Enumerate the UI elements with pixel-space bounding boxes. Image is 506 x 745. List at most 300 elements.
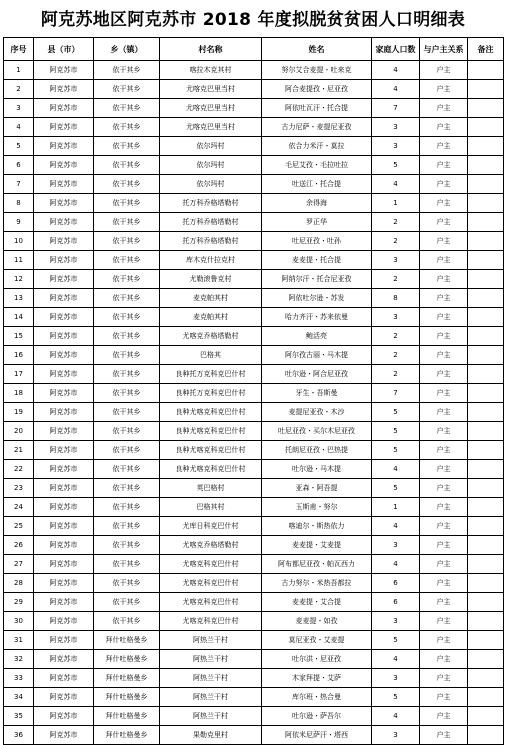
cell-village: 尤勒滚鲁克村 bbox=[160, 270, 262, 289]
cell-serial: 5 bbox=[4, 137, 34, 156]
cell-village: 尤喀克巴里当村 bbox=[160, 118, 262, 137]
cell-name: 吐尔逊・马木提 bbox=[262, 460, 372, 479]
cell-family-size: 8 bbox=[372, 289, 420, 308]
cell-serial: 19 bbox=[4, 403, 34, 422]
cell-note bbox=[468, 80, 504, 99]
cell-relation: 户主 bbox=[420, 156, 468, 175]
cell-relation: 户主 bbox=[420, 213, 468, 232]
cell-serial: 12 bbox=[4, 270, 34, 289]
cell-note bbox=[468, 650, 504, 669]
cell-town: 依干其乡 bbox=[94, 403, 160, 422]
cell-town: 依干其乡 bbox=[94, 555, 160, 574]
cell-town: 依干其乡 bbox=[94, 80, 160, 99]
column-header-serial: 序号 bbox=[4, 38, 34, 61]
cell-county: 阿克苏市 bbox=[34, 669, 94, 688]
cell-town: 依干其乡 bbox=[94, 232, 160, 251]
cell-note bbox=[468, 669, 504, 688]
cell-name: 阿纳尔汗・托合尼亚孜 bbox=[262, 270, 372, 289]
cell-county: 阿克苏市 bbox=[34, 422, 94, 441]
cell-serial: 13 bbox=[4, 289, 34, 308]
cell-village: 巴格其村 bbox=[160, 498, 262, 517]
table-row bbox=[4, 213, 504, 232]
cell-note bbox=[468, 707, 504, 726]
column-header-name: 姓名 bbox=[262, 38, 372, 61]
cell-serial: 7 bbox=[4, 175, 34, 194]
cell-county: 阿克苏市 bbox=[34, 441, 94, 460]
table-row bbox=[4, 365, 504, 384]
cell-name: 麦麦提・艾麦提 bbox=[262, 536, 372, 555]
table-row bbox=[4, 726, 504, 745]
cell-serial: 34 bbox=[4, 688, 34, 707]
table-row bbox=[4, 403, 504, 422]
cell-county: 阿克苏市 bbox=[34, 251, 94, 270]
cell-town: 依干其乡 bbox=[94, 517, 160, 536]
cell-family-size: 4 bbox=[372, 555, 420, 574]
cell-village: 麦克帕其村 bbox=[160, 289, 262, 308]
cell-note bbox=[468, 441, 504, 460]
cell-relation: 户主 bbox=[420, 574, 468, 593]
cell-serial: 23 bbox=[4, 479, 34, 498]
cell-serial: 11 bbox=[4, 251, 34, 270]
table-row bbox=[4, 593, 504, 612]
cell-relation: 户主 bbox=[420, 232, 468, 251]
cell-note bbox=[468, 574, 504, 593]
cell-family-size: 2 bbox=[372, 213, 420, 232]
cell-county: 阿克苏市 bbox=[34, 194, 94, 213]
cell-county: 阿克苏市 bbox=[34, 555, 94, 574]
cell-family-size: 5 bbox=[372, 441, 420, 460]
cell-county: 阿克苏市 bbox=[34, 593, 94, 612]
cell-village: 依尔玛村 bbox=[160, 175, 262, 194]
cell-serial: 15 bbox=[4, 327, 34, 346]
cell-name: 阿布都尼亚孜・帕瓦西力 bbox=[262, 555, 372, 574]
cell-relation: 户主 bbox=[420, 118, 468, 137]
cell-serial: 28 bbox=[4, 574, 34, 593]
cell-note bbox=[468, 593, 504, 612]
cell-serial: 6 bbox=[4, 156, 34, 175]
cell-county: 阿克苏市 bbox=[34, 289, 94, 308]
cell-family-size: 5 bbox=[372, 422, 420, 441]
table-row bbox=[4, 555, 504, 574]
column-header-town: 乡（镇） bbox=[94, 38, 160, 61]
cell-serial: 16 bbox=[4, 346, 34, 365]
cell-name: 古力尼萨・麦提尼亚孜 bbox=[262, 118, 372, 137]
cell-name: 阿尔孜古丽・马木提 bbox=[262, 346, 372, 365]
table-row bbox=[4, 688, 504, 707]
table-row bbox=[4, 346, 504, 365]
cell-serial: 17 bbox=[4, 365, 34, 384]
cell-relation: 户主 bbox=[420, 99, 468, 118]
cell-family-size: 3 bbox=[372, 726, 420, 745]
cell-family-size: 2 bbox=[372, 365, 420, 384]
cell-name: 吐尔逊・阿合尼亚孜 bbox=[262, 365, 372, 384]
cell-town: 依干其乡 bbox=[94, 327, 160, 346]
cell-village: 阿热兰干村 bbox=[160, 669, 262, 688]
cell-town: 依干其乡 bbox=[94, 99, 160, 118]
cell-relation: 户主 bbox=[420, 327, 468, 346]
cell-county: 阿克苏市 bbox=[34, 688, 94, 707]
cell-family-size: 3 bbox=[372, 308, 420, 327]
cell-serial: 3 bbox=[4, 99, 34, 118]
table-row bbox=[4, 498, 504, 517]
cell-serial: 31 bbox=[4, 631, 34, 650]
cell-town: 依干其乡 bbox=[94, 498, 160, 517]
table-row bbox=[4, 99, 504, 118]
cell-village: 良种尤喀克科克巴什村 bbox=[160, 460, 262, 479]
cell-town: 依干其乡 bbox=[94, 593, 160, 612]
cell-relation: 户主 bbox=[420, 536, 468, 555]
cell-note bbox=[468, 403, 504, 422]
table-row bbox=[4, 384, 504, 403]
cell-village: 尤喀克乔格塔勒村 bbox=[160, 536, 262, 555]
cell-name: 亚森・阿吾提 bbox=[262, 479, 372, 498]
cell-family-size: 3 bbox=[372, 536, 420, 555]
cell-family-size: 4 bbox=[372, 650, 420, 669]
cell-relation: 户主 bbox=[420, 80, 468, 99]
cell-town: 依干其乡 bbox=[94, 441, 160, 460]
cell-town: 依干其乡 bbox=[94, 156, 160, 175]
cell-village: 阿热兰干村 bbox=[160, 688, 262, 707]
cell-family-size: 2 bbox=[372, 346, 420, 365]
cell-serial: 22 bbox=[4, 460, 34, 479]
cell-name: 麦麦提・托合提 bbox=[262, 251, 372, 270]
cell-name: 麦麦提・艾合提 bbox=[262, 593, 372, 612]
cell-village: 阿热兰干村 bbox=[160, 707, 262, 726]
cell-family-size: 5 bbox=[372, 156, 420, 175]
cell-note bbox=[468, 498, 504, 517]
cell-note bbox=[468, 137, 504, 156]
cell-village: 阿热兰干村 bbox=[160, 650, 262, 669]
table-row bbox=[4, 441, 504, 460]
cell-relation: 户主 bbox=[420, 688, 468, 707]
cell-serial: 24 bbox=[4, 498, 34, 517]
cell-village: 尤喀克巴里当村 bbox=[160, 80, 262, 99]
table-body bbox=[4, 61, 504, 745]
cell-name: 麦提尼亚孜・木沙 bbox=[262, 403, 372, 422]
cell-county: 阿克苏市 bbox=[34, 631, 94, 650]
cell-village: 托万科乔格塔勒村 bbox=[160, 213, 262, 232]
table-row bbox=[4, 118, 504, 137]
cell-serial: 30 bbox=[4, 612, 34, 631]
cell-name: 阿合麦提孜・尼亚孜 bbox=[262, 80, 372, 99]
cell-town: 依干其乡 bbox=[94, 384, 160, 403]
cell-town: 拜什吐格曼乡 bbox=[94, 650, 160, 669]
cell-county: 阿克苏市 bbox=[34, 536, 94, 555]
cell-name: 吐尔洪・尼亚孜 bbox=[262, 650, 372, 669]
cell-note bbox=[468, 156, 504, 175]
cell-note bbox=[468, 175, 504, 194]
cell-relation: 户主 bbox=[420, 137, 468, 156]
table-row bbox=[4, 327, 504, 346]
cell-relation: 户主 bbox=[420, 308, 468, 327]
table-row bbox=[4, 422, 504, 441]
cell-family-size: 7 bbox=[372, 99, 420, 118]
cell-village: 阿热兰干村 bbox=[160, 631, 262, 650]
cell-relation: 户主 bbox=[420, 289, 468, 308]
table-row bbox=[4, 479, 504, 498]
cell-note bbox=[468, 61, 504, 80]
cell-village: 果勒克里村 bbox=[160, 726, 262, 745]
cell-village: 喀拉木克其村 bbox=[160, 61, 262, 80]
cell-note bbox=[468, 631, 504, 650]
cell-town: 依干其乡 bbox=[94, 137, 160, 156]
cell-name: 余得海 bbox=[262, 194, 372, 213]
cell-note bbox=[468, 118, 504, 137]
column-header-county: 县（市） bbox=[34, 38, 94, 61]
cell-name: 吐送江・托合提 bbox=[262, 175, 372, 194]
cell-relation: 户主 bbox=[420, 593, 468, 612]
cell-relation: 户主 bbox=[420, 612, 468, 631]
cell-serial: 33 bbox=[4, 669, 34, 688]
cell-village: 良种尤喀克科克巴什村 bbox=[160, 403, 262, 422]
cell-family-size: 5 bbox=[372, 479, 420, 498]
cell-relation: 户主 bbox=[420, 650, 468, 669]
cell-town: 依干其乡 bbox=[94, 612, 160, 631]
cell-relation: 户主 bbox=[420, 460, 468, 479]
table-row bbox=[4, 669, 504, 688]
cell-serial: 35 bbox=[4, 707, 34, 726]
cell-serial: 25 bbox=[4, 517, 34, 536]
cell-village: 英巴格村 bbox=[160, 479, 262, 498]
cell-relation: 户主 bbox=[420, 631, 468, 650]
cell-name: 依合力米汗・莫拉 bbox=[262, 137, 372, 156]
cell-village: 尤库日科克巴什村 bbox=[160, 517, 262, 536]
cell-name: 阿依吐尔逊・苏发 bbox=[262, 289, 372, 308]
cell-town: 依干其乡 bbox=[94, 365, 160, 384]
cell-note bbox=[468, 251, 504, 270]
cell-family-size: 3 bbox=[372, 118, 420, 137]
cell-family-size: 5 bbox=[372, 631, 420, 650]
cell-county: 阿克苏市 bbox=[34, 498, 94, 517]
cell-note bbox=[468, 327, 504, 346]
cell-note bbox=[468, 555, 504, 574]
cell-town: 依干其乡 bbox=[94, 346, 160, 365]
cell-serial: 14 bbox=[4, 308, 34, 327]
table-row bbox=[4, 289, 504, 308]
table-row bbox=[4, 137, 504, 156]
column-header-village: 村名称 bbox=[160, 38, 262, 61]
cell-county: 阿克苏市 bbox=[34, 517, 94, 536]
cell-relation: 户主 bbox=[420, 346, 468, 365]
cell-note bbox=[468, 612, 504, 631]
cell-town: 拜什吐格曼乡 bbox=[94, 726, 160, 745]
cell-village: 尤喀克科克巴什村 bbox=[160, 612, 262, 631]
cell-family-size: 3 bbox=[372, 612, 420, 631]
cell-relation: 户主 bbox=[420, 175, 468, 194]
cell-note bbox=[468, 688, 504, 707]
cell-family-size: 4 bbox=[372, 175, 420, 194]
table-row bbox=[4, 707, 504, 726]
cell-relation: 户主 bbox=[420, 441, 468, 460]
cell-note bbox=[468, 346, 504, 365]
cell-village: 巴格其 bbox=[160, 346, 262, 365]
cell-serial: 10 bbox=[4, 232, 34, 251]
table-row bbox=[4, 232, 504, 251]
table-row bbox=[4, 612, 504, 631]
cell-note bbox=[468, 726, 504, 745]
cell-serial: 29 bbox=[4, 593, 34, 612]
cell-name: 玉斯甫・努尔 bbox=[262, 498, 372, 517]
cell-serial: 1 bbox=[4, 61, 34, 80]
cell-county: 阿克苏市 bbox=[34, 61, 94, 80]
cell-county: 阿克苏市 bbox=[34, 213, 94, 232]
table-header-row bbox=[4, 38, 504, 61]
cell-note bbox=[468, 479, 504, 498]
cell-family-size: 4 bbox=[372, 707, 420, 726]
document-title: 阿克苏地区阿克苏市 2018 年度拟脱贫贫困人口明细表 bbox=[40, 10, 466, 30]
cell-relation: 户主 bbox=[420, 251, 468, 270]
cell-name: 努尔艾合麦提・吐来克 bbox=[262, 61, 372, 80]
cell-county: 阿克苏市 bbox=[34, 99, 94, 118]
cell-relation: 户主 bbox=[420, 384, 468, 403]
poverty-detail-table bbox=[3, 37, 504, 745]
column-header-note: 备注 bbox=[468, 38, 504, 61]
cell-serial: 20 bbox=[4, 422, 34, 441]
cell-serial: 18 bbox=[4, 384, 34, 403]
cell-name: 阿依米尼萨汗・塔西 bbox=[262, 726, 372, 745]
column-header-family-size: 家庭人口数 bbox=[372, 38, 420, 61]
cell-town: 依干其乡 bbox=[94, 61, 160, 80]
cell-note bbox=[468, 194, 504, 213]
cell-county: 阿克苏市 bbox=[34, 327, 94, 346]
cell-family-size: 4 bbox=[372, 80, 420, 99]
cell-name: 麦麦提・如孜 bbox=[262, 612, 372, 631]
cell-relation: 户主 bbox=[420, 707, 468, 726]
cell-note bbox=[468, 99, 504, 118]
cell-county: 阿克苏市 bbox=[34, 232, 94, 251]
cell-village: 尤喀克巴里当村 bbox=[160, 99, 262, 118]
cell-serial: 26 bbox=[4, 536, 34, 555]
cell-town: 依干其乡 bbox=[94, 479, 160, 498]
cell-county: 阿克苏市 bbox=[34, 346, 94, 365]
cell-name: 吐尔逊・萨吾尔 bbox=[262, 707, 372, 726]
cell-family-size: 1 bbox=[372, 498, 420, 517]
cell-town: 依干其乡 bbox=[94, 308, 160, 327]
cell-note bbox=[468, 517, 504, 536]
cell-name: 木家拜提・艾萨 bbox=[262, 669, 372, 688]
cell-family-size: 3 bbox=[372, 669, 420, 688]
cell-town: 依干其乡 bbox=[94, 118, 160, 137]
cell-serial: 4 bbox=[4, 118, 34, 137]
cell-town: 依干其乡 bbox=[94, 270, 160, 289]
cell-note bbox=[468, 422, 504, 441]
cell-note bbox=[468, 270, 504, 289]
cell-family-size: 2 bbox=[372, 232, 420, 251]
cell-family-size: 6 bbox=[372, 593, 420, 612]
cell-name: 毛尼艾孜・毛拉吐拉 bbox=[262, 156, 372, 175]
cell-name: 古力努尔・米热吾都拉 bbox=[262, 574, 372, 593]
cell-family-size: 6 bbox=[372, 574, 420, 593]
cell-note bbox=[468, 232, 504, 251]
cell-relation: 户主 bbox=[420, 479, 468, 498]
cell-family-size: 2 bbox=[372, 270, 420, 289]
cell-family-size: 4 bbox=[372, 61, 420, 80]
cell-county: 阿克苏市 bbox=[34, 118, 94, 137]
cell-village: 良种尤喀克科克巴什村 bbox=[160, 422, 262, 441]
cell-serial: 21 bbox=[4, 441, 34, 460]
cell-relation: 户主 bbox=[420, 365, 468, 384]
cell-county: 阿克苏市 bbox=[34, 308, 94, 327]
cell-name: 库尔班・热合曼 bbox=[262, 688, 372, 707]
cell-county: 阿克苏市 bbox=[34, 574, 94, 593]
cell-town: 拜什吐格曼乡 bbox=[94, 631, 160, 650]
cell-family-size: 5 bbox=[372, 403, 420, 422]
cell-family-size: 4 bbox=[372, 517, 420, 536]
cell-village: 尤喀克科克巴什村 bbox=[160, 555, 262, 574]
cell-relation: 户主 bbox=[420, 517, 468, 536]
cell-county: 阿克苏市 bbox=[34, 403, 94, 422]
table-row bbox=[4, 80, 504, 99]
cell-village: 依尔玛村 bbox=[160, 137, 262, 156]
cell-name: 牙生・吾斯曼 bbox=[262, 384, 372, 403]
cell-county: 阿克苏市 bbox=[34, 270, 94, 289]
cell-serial: 27 bbox=[4, 555, 34, 574]
cell-town: 依干其乡 bbox=[94, 536, 160, 555]
cell-name: 托朗尼亚孜・巴热提 bbox=[262, 441, 372, 460]
cell-county: 阿克苏市 bbox=[34, 460, 94, 479]
cell-county: 阿克苏市 bbox=[34, 384, 94, 403]
table-row bbox=[4, 175, 504, 194]
cell-name: 吐尼亚孜・吐孙 bbox=[262, 232, 372, 251]
table-row bbox=[4, 61, 504, 80]
cell-town: 依干其乡 bbox=[94, 194, 160, 213]
cell-county: 阿克苏市 bbox=[34, 137, 94, 156]
table-row bbox=[4, 251, 504, 270]
cell-village: 良种尤喀克科克巴什村 bbox=[160, 441, 262, 460]
cell-note bbox=[468, 384, 504, 403]
cell-family-size: 7 bbox=[372, 384, 420, 403]
cell-note bbox=[468, 213, 504, 232]
table-row bbox=[4, 194, 504, 213]
cell-relation: 户主 bbox=[420, 403, 468, 422]
cell-relation: 户主 bbox=[420, 555, 468, 574]
cell-note bbox=[468, 289, 504, 308]
cell-note bbox=[468, 460, 504, 479]
cell-town: 拜什吐格曼乡 bbox=[94, 688, 160, 707]
cell-county: 阿克苏市 bbox=[34, 80, 94, 99]
cell-name: 哈力齐汗・苏来依曼 bbox=[262, 308, 372, 327]
cell-family-size: 3 bbox=[372, 251, 420, 270]
cell-name: 吐尼亚孜・买尔木尼亚孜 bbox=[262, 422, 372, 441]
table-row bbox=[4, 650, 504, 669]
cell-relation: 户主 bbox=[420, 270, 468, 289]
cell-village: 尤喀克科克巴什村 bbox=[160, 574, 262, 593]
cell-serial: 9 bbox=[4, 213, 34, 232]
cell-town: 依干其乡 bbox=[94, 213, 160, 232]
table-row bbox=[4, 270, 504, 289]
cell-village: 尤喀克科克巴什村 bbox=[160, 593, 262, 612]
cell-family-size: 3 bbox=[372, 137, 420, 156]
cell-relation: 户主 bbox=[420, 61, 468, 80]
cell-note bbox=[468, 308, 504, 327]
cell-village: 良种托万克科克巴什村 bbox=[160, 384, 262, 403]
cell-name: 阿依吐瓦汗・托合提 bbox=[262, 99, 372, 118]
cell-family-size: 1 bbox=[372, 194, 420, 213]
cell-family-size: 2 bbox=[372, 327, 420, 346]
table-row bbox=[4, 631, 504, 650]
cell-serial: 2 bbox=[4, 80, 34, 99]
cell-town: 依干其乡 bbox=[94, 422, 160, 441]
cell-village: 库木克什拉克村 bbox=[160, 251, 262, 270]
cell-county: 阿克苏市 bbox=[34, 726, 94, 745]
cell-town: 依干其乡 bbox=[94, 175, 160, 194]
cell-county: 阿克苏市 bbox=[34, 175, 94, 194]
cell-village: 托万科乔格塔勒村 bbox=[160, 194, 262, 213]
table-row bbox=[4, 536, 504, 555]
cell-relation: 户主 bbox=[420, 422, 468, 441]
cell-town: 拜什吐格曼乡 bbox=[94, 707, 160, 726]
cell-county: 阿克苏市 bbox=[34, 612, 94, 631]
